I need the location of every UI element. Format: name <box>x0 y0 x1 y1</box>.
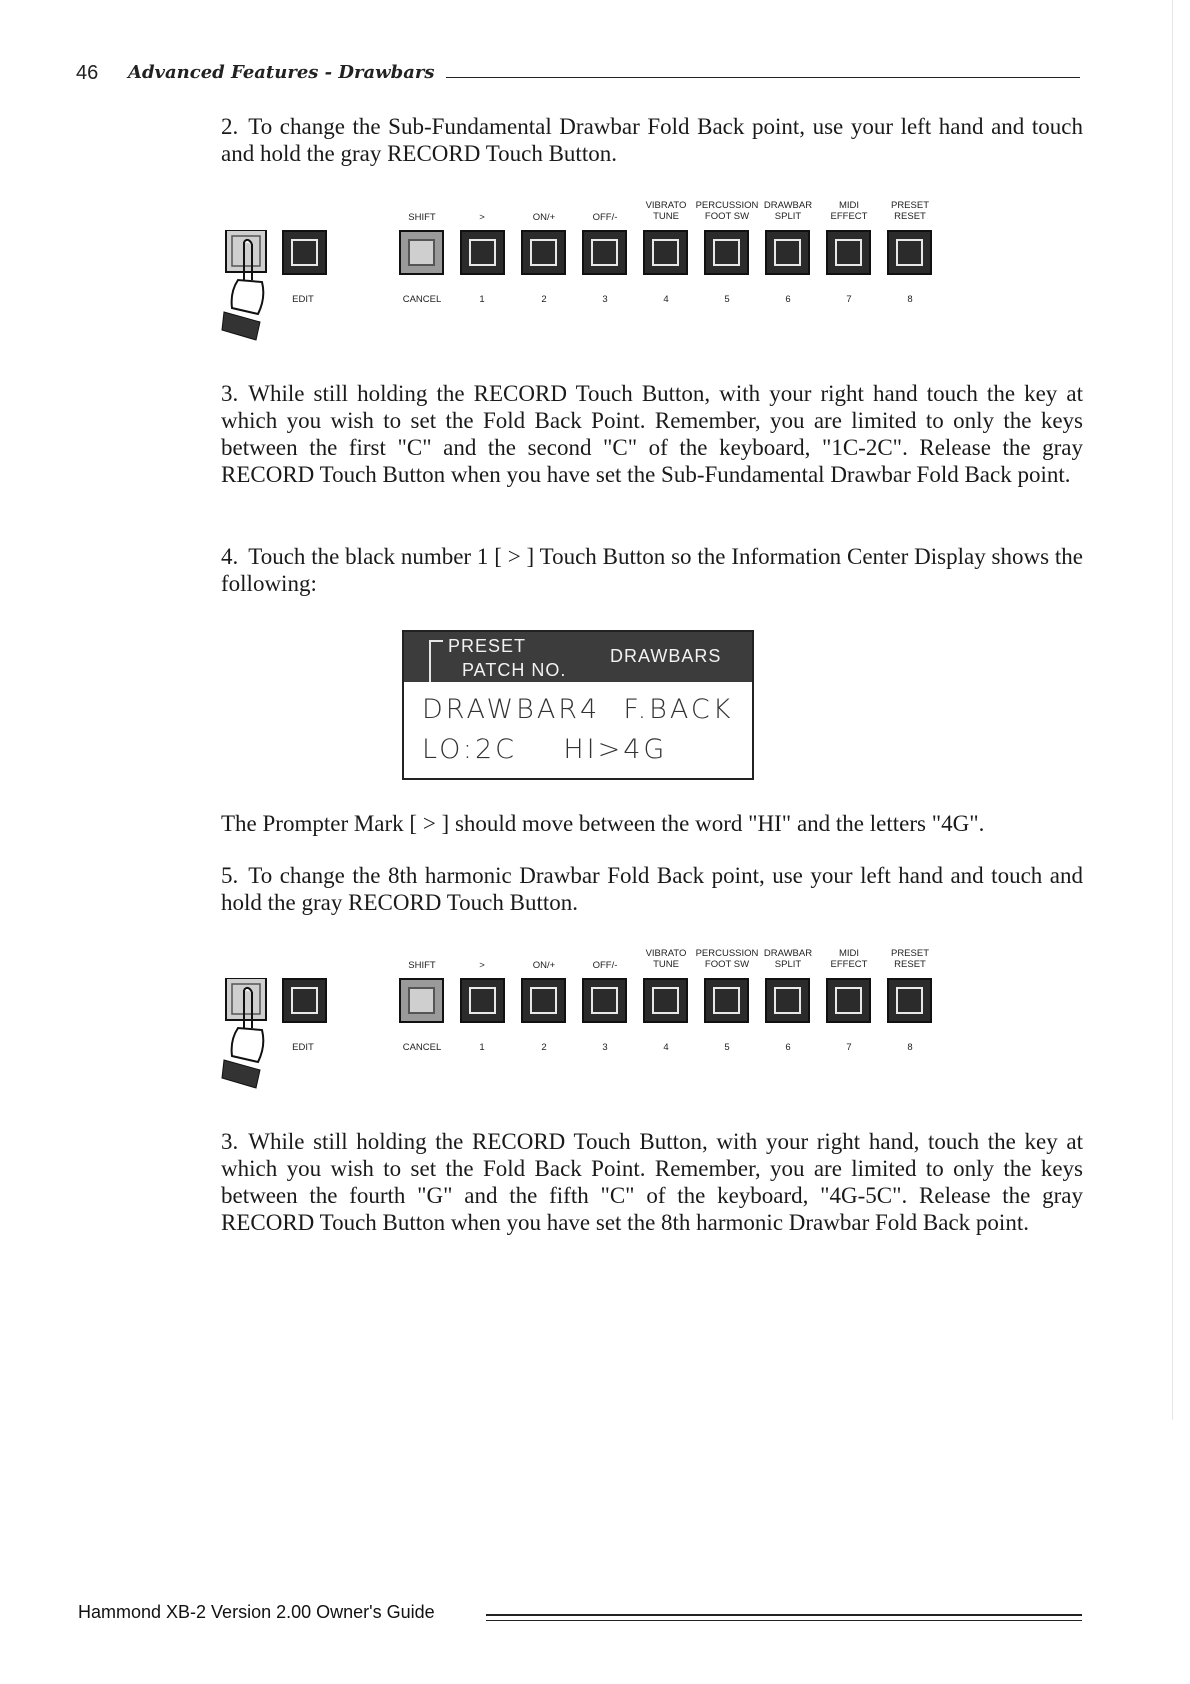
step-paragraph <box>221 862 1083 916</box>
display-preset-label: PRESET <box>448 636 527 656</box>
bottom-label-cancel: CANCEL <box>402 294 442 305</box>
display-line-2: LO:2C HI>4G <box>422 734 668 765</box>
bottom-label-2: 2 <box>541 294 547 305</box>
record-button[interactable] <box>399 230 444 275</box>
step-paragraph <box>221 1128 1083 1236</box>
bottom-label-cancel: CANCEL <box>402 1042 442 1053</box>
top-label-off: OFF/- <box>592 212 618 223</box>
touch-button-6[interactable] <box>765 230 810 275</box>
bottom-label-5: 5 <box>724 1042 730 1053</box>
running-head: Advanced Features - Drawbars <box>128 62 435 83</box>
bottom-label-8: 8 <box>907 1042 913 1053</box>
touch-button-3[interactable] <box>582 978 627 1023</box>
top-label-midi: MIDI EFFECT <box>830 200 868 222</box>
bottom-label-4: 4 <box>663 1042 669 1053</box>
step-number: 2. <box>221 114 239 139</box>
top-label-preset: PRESET RESET <box>890 200 929 222</box>
touch-button-1[interactable] <box>460 978 505 1023</box>
top-label-prompter: > <box>479 960 485 971</box>
hand-pointing-icon <box>218 230 278 345</box>
touch-button-3[interactable] <box>582 230 627 275</box>
touch-button-5[interactable] <box>704 978 749 1023</box>
control-panel-figure <box>218 190 958 350</box>
bottom-label-4: 4 <box>663 294 669 305</box>
top-label-shift: SHIFT <box>408 960 436 971</box>
control-panel-figure <box>218 938 958 1098</box>
top-label-drawbar: DRAWBAR SPLIT <box>763 948 813 970</box>
top-label-percussion: PERCUSSION FOOT SW <box>695 948 759 970</box>
step-text: While still holding the RECORD Touch Button, with your right hand, touch the key at which you wish to set the Fold Back Point. Remember, you are limited to only the keys between the fourth "G" and the fifth "C" of the keyboard, "4G-5C". Release the gray RECORD Touch Button when you have set the 8th harmonic Drawbar Fold Back point. <box>221 1129 1083 1235</box>
touch-button-8[interactable] <box>887 978 932 1023</box>
bottom-label-5: 5 <box>724 294 730 305</box>
bottom-label-6: 6 <box>785 1042 791 1053</box>
bottom-label-1: 1 <box>479 294 485 305</box>
step-text: Touch the black number 1 [ > ] Touch Button so the Information Center Display shows the following: <box>221 544 1083 596</box>
touch-button-2[interactable] <box>521 978 566 1023</box>
header-rule <box>446 77 1080 78</box>
touch-button-2[interactable] <box>521 230 566 275</box>
top-label-on: ON/+ <box>532 212 556 223</box>
footer-title: Hammond XB-2 Version 2.00 Owner's Guide <box>78 1602 435 1622</box>
top-label-vibrato: VIBRATO TUNE <box>645 948 687 970</box>
top-label-prompter: > <box>479 212 485 223</box>
information-center-display <box>402 630 754 780</box>
footer-rule <box>486 1614 1082 1616</box>
display-bracket <box>429 640 443 682</box>
edit-button[interactable] <box>282 978 327 1023</box>
touch-button-4[interactable] <box>643 978 688 1023</box>
record-button[interactable] <box>399 978 444 1023</box>
bottom-label-1: 1 <box>479 1042 485 1053</box>
display-patch-label: PATCH NO. <box>462 660 567 680</box>
step-text: To change the 8th harmonic Drawbar Fold Back point, use your left hand and touch and hold the gray RECORD Touch Button. <box>221 863 1083 915</box>
touch-button-7[interactable] <box>826 230 871 275</box>
bottom-label-7: 7 <box>846 1042 852 1053</box>
top-label-vibrato: VIBRATO TUNE <box>645 200 687 222</box>
footer-rule <box>486 1620 1082 1621</box>
edit-button[interactable] <box>282 230 327 275</box>
bottom-label-8: 8 <box>907 294 913 305</box>
step-number: 4. <box>221 544 239 569</box>
display-line-1: DRAWBAR4 F.BACK <box>422 694 734 725</box>
touch-button-8[interactable] <box>887 230 932 275</box>
touch-button-6[interactable] <box>765 978 810 1023</box>
step-text: While still holding the RECORD Touch Button, with your right hand touch the key at which you wish to set the Fold Back Point. Remember, you are limited to only the keys between the first "C" and the second "C" of the keyboard, "1C-2C". Release the gray RECORD Touch Button when you have set the Sub-Fundamental Drawbar Fold Back point. <box>221 381 1083 487</box>
step-paragraph <box>221 543 1083 597</box>
bottom-label-6: 6 <box>785 294 791 305</box>
bottom-label-2: 2 <box>541 1042 547 1053</box>
step-text: To change the Sub-Fundamental Drawbar Fold Back point, use your left hand and touch and hold the gray RECORD Touch Button. <box>221 114 1083 166</box>
step-number: 3. <box>221 381 239 406</box>
top-label-on: ON/+ <box>532 960 556 971</box>
bottom-label-7: 7 <box>846 294 852 305</box>
top-label-shift: SHIFT <box>408 212 436 223</box>
top-label-midi: MIDI EFFECT <box>830 948 868 970</box>
note-paragraph <box>221 810 1083 837</box>
top-label-off: OFF/- <box>592 960 618 971</box>
step-paragraph <box>221 380 1083 488</box>
bottom-label-3: 3 <box>602 1042 608 1053</box>
page-number: 46 <box>76 62 99 84</box>
display-header <box>404 632 752 682</box>
step-paragraph <box>221 113 1083 167</box>
top-label-preset: PRESET RESET <box>890 948 929 970</box>
step-number: 3. <box>221 1129 239 1154</box>
touch-button-1[interactable] <box>460 230 505 275</box>
touch-button-7[interactable] <box>826 978 871 1023</box>
top-label-percussion: PERCUSSION FOOT SW <box>695 200 759 222</box>
edit-label: EDIT <box>292 294 314 305</box>
note-text: The Prompter Mark [ > ] should move between the word "HI" and the letters "4G". <box>221 811 985 836</box>
page-edge-line <box>1172 0 1173 1420</box>
hand-pointing-icon <box>218 978 278 1093</box>
edit-label: EDIT <box>292 1042 314 1053</box>
step-number: 5. <box>221 863 239 888</box>
top-label-drawbar: DRAWBAR SPLIT <box>763 200 813 222</box>
bottom-label-3: 3 <box>602 294 608 305</box>
display-drawbars-label: DRAWBARS <box>610 646 722 666</box>
touch-button-5[interactable] <box>704 230 749 275</box>
touch-button-4[interactable] <box>643 230 688 275</box>
